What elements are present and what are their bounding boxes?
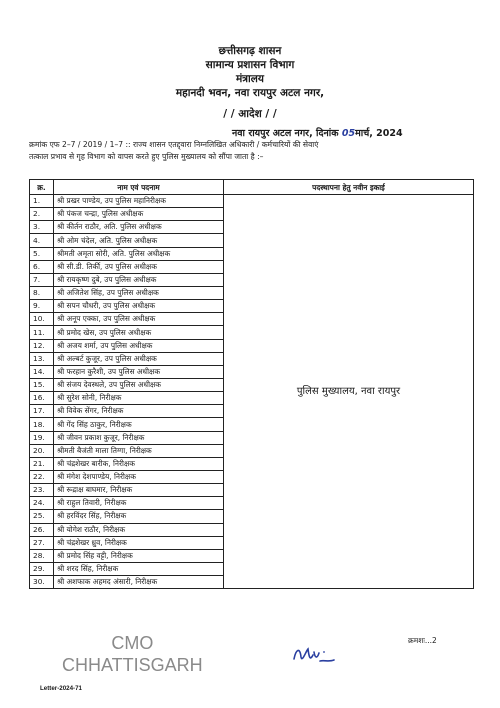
col-header-sno: क्र.	[30, 180, 54, 195]
row-sno: 27.	[30, 536, 54, 549]
header-ministry: मंत्रालय	[235, 73, 264, 85]
row-officer-name: श्री अजय शर्मा, उप पुलिस अधीक्षक	[54, 339, 224, 352]
row-sno: 22.	[30, 470, 54, 483]
row-officer-name: श्री मंगेश देशपाण्डेय, निरीक्षक	[54, 470, 224, 483]
row-sno: 12.	[30, 339, 54, 352]
row-sno: 13.	[30, 352, 54, 365]
row-officer-name: श्री अशफाक अहमद अंसारी, निरीक्षक	[54, 576, 224, 589]
row-officer-name: श्री सी.डी. तिर्की, उप पुलिस अधीक्षक	[54, 260, 224, 273]
row-sno: 1.	[30, 195, 54, 208]
row-officer-name: श्री शरद सिंह, निरीक्षक	[54, 562, 224, 575]
header-government: छत्तीसगढ़ शासन	[218, 45, 282, 57]
row-officer-name: श्रीमती बैजंती माला तिग्गा, निरीक्षक	[54, 444, 224, 457]
place-text: नवा रायपुर अटल नगर, दिनांक	[232, 128, 339, 139]
row-sno: 9.	[30, 300, 54, 313]
row-sno: 29.	[30, 562, 54, 575]
date-month-year: मार्च, 2024	[355, 128, 403, 139]
row-sno: 30.	[30, 576, 54, 589]
order-paragraph-line1: क्रमांक एफ 2–7 / 2019 / 1–7 :: राज्य शासन एतद्द्वारा निम्नलिखित अधिकारी / कर्मचारियों की सेवाएं	[29, 140, 319, 149]
officers-table	[29, 179, 474, 589]
row-sno: 4.	[30, 234, 54, 247]
col-header-posting: पदस्थापना हेतु नवीन इकाई	[224, 180, 474, 195]
row-sno: 14.	[30, 365, 54, 378]
cmo-watermark	[62, 632, 203, 676]
row-sno: 17.	[30, 405, 54, 418]
row-officer-name: श्री प्रखर पाण्डेय, उप पुलिस महानिरीक्षक	[54, 195, 224, 208]
row-officer-name: श्री ओम चंदेल, अति. पुलिस अधीक्षक	[54, 234, 224, 247]
row-sno: 5.	[30, 247, 54, 260]
order-paragraph-line2: तत्काल प्रभाव से गृह विभाग को वापस करते हुए पुलिस मुख्यालय को सौंपा जाता है :–	[29, 152, 264, 161]
row-officer-name: श्री हरविंदर सिंह, निरीक्षक	[54, 510, 224, 523]
row-sno: 19.	[30, 431, 54, 444]
row-officer-name: श्री कीर्तन राठौर, अति. पुलिस अधीक्षक	[54, 221, 224, 234]
row-sno: 24.	[30, 497, 54, 510]
row-officer-name: श्री संजय देवस्थले, उप पुलिस अधीक्षक	[54, 378, 224, 391]
row-officer-name: श्री अजितेश सिंह, उप पुलिस अधीक्षक	[54, 286, 224, 299]
row-sno: 20.	[30, 444, 54, 457]
row-officer-name: श्री अल्बर्ट कुजूर, उप पुलिस अधीक्षक	[54, 352, 224, 365]
row-officer-name: श्री जीवन प्रकाश कुजूर, निरीक्षक	[54, 431, 224, 444]
row-officer-name: श्री गेंद सिंह ठाकुर, निरीक्षक	[54, 418, 224, 431]
row-officer-name: श्री रूद्राक्ष बाघमार, निरीक्षक	[54, 484, 224, 497]
header-address: महानदी भवन, नवा रायपुर अटल नगर,	[175, 87, 325, 99]
row-officer-name: श्री विवेक सेंगर, निरीक्षक	[54, 405, 224, 418]
date-day-handwritten: 05	[341, 128, 356, 139]
signature-mark	[290, 643, 338, 667]
row-officer-name: श्री रायकृष्ण दुबे, उप पुलिस अधीक्षक	[54, 273, 224, 286]
watermark-line1: CMO	[111, 633, 154, 653]
row-officer-name: श्री सुरेश सोनी, निरीक्षक	[54, 392, 224, 405]
row-officer-name: श्री चंद्रशेखर ध्रुव, निरीक्षक	[54, 536, 224, 549]
order-title: / / आदेश / /	[223, 108, 277, 120]
row-sno: 18.	[30, 418, 54, 431]
row-officer-name: श्री फरहान कुरैशी, उप पुलिस अधीक्षक	[54, 365, 224, 378]
row-officer-name: श्री चंद्रशेखर बारीक, निरीक्षक	[54, 457, 224, 470]
row-officer-name: श्री प्रमोद सिंह वट्टी, निरीक्षक	[54, 549, 224, 562]
row-sno: 11.	[30, 326, 54, 339]
row-officer-name: श्रीमती अमृता सोरी, अति. पुलिस अधीक्षक	[54, 247, 224, 260]
watermark-line2: CHHATTISGARH	[62, 655, 203, 675]
row-sno: 6.	[30, 260, 54, 273]
row-sno: 10.	[30, 313, 54, 326]
row-sno: 8.	[30, 286, 54, 299]
continued-note: क्रमशः...2	[408, 636, 437, 645]
row-sno: 26.	[30, 523, 54, 536]
row-sno: 25.	[30, 510, 54, 523]
row-officer-name: श्री प्रमोद खेस, उप पुलिस अधीक्षक	[54, 326, 224, 339]
posting-unit-cell: पुलिस मुख्यालय, नवा रायपुर	[224, 195, 474, 589]
row-sno: 15.	[30, 378, 54, 391]
row-officer-name: श्री अनूप एक्का, उप पुलिस अधीक्षक	[54, 313, 224, 326]
row-officer-name: श्री राहुल तिवारी, निरीक्षक	[54, 497, 224, 510]
col-header-name: नाम एवं पदनाम	[54, 180, 224, 195]
row-sno: 21.	[30, 457, 54, 470]
place-date	[232, 126, 403, 139]
row-officer-name: श्री सपन चौधरी, उप पुलिस अधीक्षक	[54, 300, 224, 313]
row-sno: 23.	[30, 484, 54, 497]
header-department: सामान्य प्रशासन विभाग	[205, 59, 295, 71]
row-sno: 28.	[30, 549, 54, 562]
row-sno: 7.	[30, 273, 54, 286]
row-sno: 16.	[30, 392, 54, 405]
table-row	[30, 195, 474, 208]
table-header-row	[30, 180, 474, 195]
row-officer-name: श्री योगेश राठौर, निरीक्षक	[54, 523, 224, 536]
row-sno: 3.	[30, 221, 54, 234]
letter-reference: Letter-2024-71	[40, 685, 82, 692]
row-officer-name: श्री पंकज चन्द्रा, पुलिस अधीक्षक	[54, 208, 224, 221]
row-sno: 2.	[30, 208, 54, 221]
